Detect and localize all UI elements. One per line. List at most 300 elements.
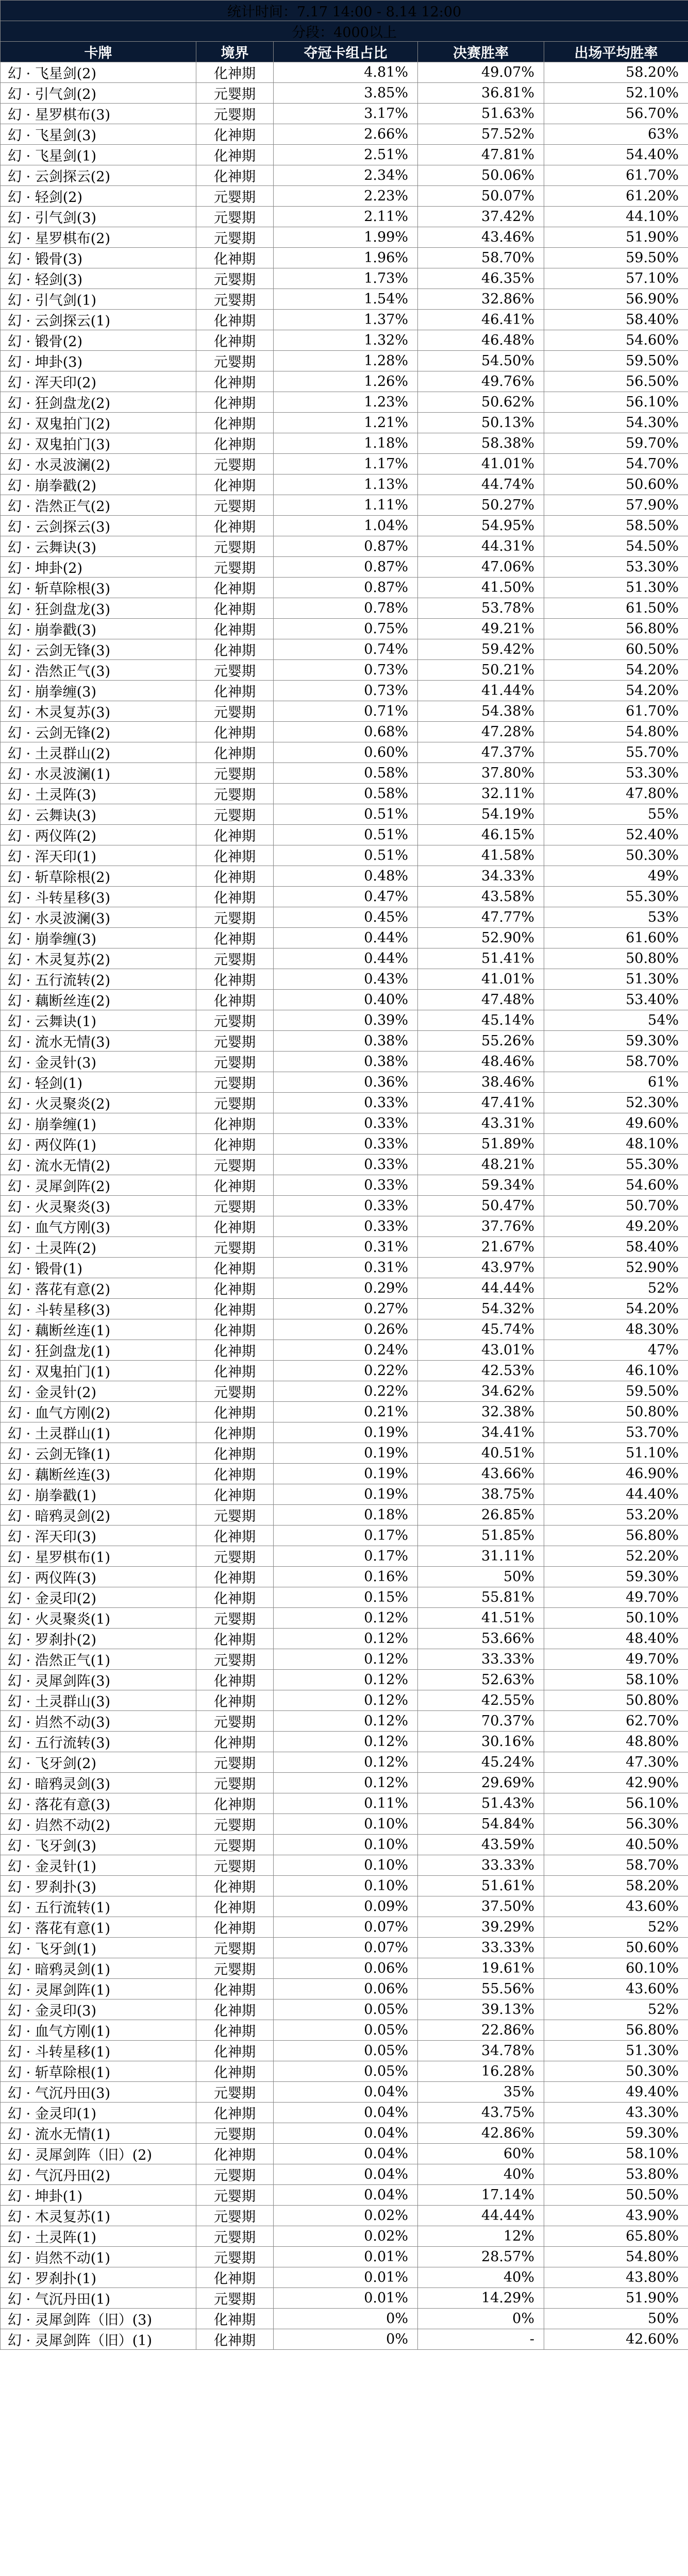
champion-share-cell: 0.04% xyxy=(274,2185,418,2206)
final-winrate-cell: 49.21% xyxy=(418,619,544,639)
champion-share-cell: 0.19% xyxy=(274,1464,418,1484)
table-row xyxy=(1,1567,688,1587)
column-header-final-winrate: 决赛胜率 xyxy=(418,42,544,62)
card-name-cell: 幻 · 引气剑(3) xyxy=(1,207,196,227)
card-name-cell: 幻 · 流水无情(1) xyxy=(1,2123,196,2144)
final-winrate-cell: 43.31% xyxy=(418,1113,544,1134)
card-name-cell: 幻 · 金灵针(1) xyxy=(1,1855,196,1876)
final-winrate-cell: 22.86% xyxy=(418,2020,544,2041)
final-winrate-cell: 43.01% xyxy=(418,1340,544,1361)
realm-cell: 元婴期 xyxy=(196,104,274,124)
final-winrate-cell: 54.32% xyxy=(418,1299,544,1319)
realm-cell: 化神期 xyxy=(196,2103,274,2123)
table-row xyxy=(1,990,688,1010)
final-winrate-cell: 44.44% xyxy=(418,2206,544,2226)
table-row xyxy=(1,2226,688,2247)
card-name-cell: 幻 · 崩拳戳(2) xyxy=(1,474,196,495)
table-row xyxy=(1,1855,688,1876)
champion-share-cell: 0.12% xyxy=(274,1649,418,1670)
realm-cell: 元婴期 xyxy=(196,536,274,557)
final-winrate-cell: 38.75% xyxy=(418,1484,544,1505)
realm-cell: 化神期 xyxy=(196,124,274,145)
table-row xyxy=(1,866,688,887)
champion-share-cell: 0.01% xyxy=(274,2247,418,2267)
realm-cell: 元婴期 xyxy=(196,1237,274,1258)
realm-cell: 化神期 xyxy=(196,1567,274,1587)
final-winrate-cell: 53.66% xyxy=(418,1629,544,1649)
card-name-cell: 幻 · 流水无情(3) xyxy=(1,1031,196,1052)
realm-cell: 元婴期 xyxy=(196,1196,274,1216)
table-row xyxy=(1,1258,688,1278)
champion-share-cell: 0.12% xyxy=(274,1629,418,1649)
realm-cell: 化神期 xyxy=(196,1216,274,1237)
realm-cell: 化神期 xyxy=(196,1299,274,1319)
avg-winrate-cell: 51.30% xyxy=(544,2041,688,2061)
table-row xyxy=(1,1422,688,1443)
card-name-cell: 幻 · 落花有意(1) xyxy=(1,1917,196,1938)
final-winrate-cell: 52.90% xyxy=(418,928,544,948)
table-row xyxy=(1,1031,688,1052)
table-row xyxy=(1,495,688,516)
realm-cell: 元婴期 xyxy=(196,2082,274,2103)
avg-winrate-cell: 52% xyxy=(544,1278,688,1299)
final-winrate-cell: 40.51% xyxy=(418,1443,544,1464)
avg-winrate-cell: 49.40% xyxy=(544,2082,688,2103)
table-row xyxy=(1,742,688,763)
table-row xyxy=(1,1670,688,1690)
champion-share-cell: 0.27% xyxy=(274,1299,418,1319)
final-winrate-cell: 50.62% xyxy=(418,392,544,413)
final-winrate-cell: 70.37% xyxy=(418,1711,544,1732)
avg-winrate-cell: 50% xyxy=(544,2309,688,2329)
champion-share-cell: 0.01% xyxy=(274,2267,418,2288)
avg-winrate-cell: 58.50% xyxy=(544,516,688,536)
avg-winrate-cell: 51.30% xyxy=(544,578,688,598)
table-row xyxy=(1,619,688,639)
final-winrate-cell: 50% xyxy=(418,1567,544,1587)
champion-share-cell: 0.58% xyxy=(274,763,418,784)
avg-winrate-cell: 47.80% xyxy=(544,784,688,804)
card-name-cell: 幻 · 罗刹扑(3) xyxy=(1,1876,196,1896)
avg-winrate-cell: 52.10% xyxy=(544,83,688,104)
final-winrate-cell: 41.44% xyxy=(418,681,544,701)
avg-winrate-cell: 48.10% xyxy=(544,1134,688,1155)
champion-share-cell: 0.12% xyxy=(274,1670,418,1690)
card-name-cell: 幻 · 狂剑盘龙(2) xyxy=(1,392,196,413)
table-row xyxy=(1,433,688,454)
table-row xyxy=(1,83,688,104)
final-winrate-cell: 48.46% xyxy=(418,1052,544,1072)
avg-winrate-cell: 50.30% xyxy=(544,845,688,866)
avg-winrate-cell: 52.40% xyxy=(544,825,688,845)
avg-winrate-cell: 49.60% xyxy=(544,1113,688,1134)
avg-winrate-cell: 53.30% xyxy=(544,557,688,578)
final-winrate-cell: 47.41% xyxy=(418,1093,544,1113)
champion-share-cell: 1.99% xyxy=(274,227,418,248)
table-row xyxy=(1,722,688,742)
final-winrate-cell: 50.07% xyxy=(418,186,544,207)
card-name-cell: 幻 · 金灵印(1) xyxy=(1,2103,196,2123)
final-winrate-cell: 59.34% xyxy=(418,1175,544,1196)
champion-share-cell: 1.04% xyxy=(274,516,418,536)
card-name-cell: 幻 · 飞星剑(2) xyxy=(1,62,196,83)
final-winrate-cell: 37.80% xyxy=(418,763,544,784)
table-row xyxy=(1,2247,688,2267)
champion-share-cell: 0.45% xyxy=(274,907,418,928)
realm-cell: 化神期 xyxy=(196,1732,274,1752)
champion-share-cell: 0.43% xyxy=(274,969,418,990)
champion-share-cell: 0.51% xyxy=(274,804,418,825)
table-row xyxy=(1,557,688,578)
realm-cell: 元婴期 xyxy=(196,1835,274,1855)
card-name-cell: 幻 · 土灵群山(2) xyxy=(1,742,196,763)
final-winrate-cell: 38.46% xyxy=(418,1072,544,1093)
champion-share-cell: 0.01% xyxy=(274,2288,418,2309)
realm-cell: 元婴期 xyxy=(196,186,274,207)
avg-winrate-cell: 61.50% xyxy=(544,598,688,619)
final-winrate-cell: 34.62% xyxy=(418,1381,544,1402)
card-name-cell: 幻 · 轻剑(2) xyxy=(1,186,196,207)
table-row xyxy=(1,1876,688,1896)
avg-winrate-cell: 44.10% xyxy=(544,207,688,227)
realm-cell: 化神期 xyxy=(196,1670,274,1690)
avg-winrate-cell: 50.10% xyxy=(544,1608,688,1629)
card-name-cell: 幻 · 云剑探云(2) xyxy=(1,165,196,186)
card-name-cell: 幻 · 双鬼拍门(2) xyxy=(1,413,196,433)
realm-cell: 化神期 xyxy=(196,145,274,165)
card-name-cell: 幻 · 云剑无锋(3) xyxy=(1,639,196,660)
final-winrate-cell: 51.63% xyxy=(418,104,544,124)
champion-share-cell: 0.10% xyxy=(274,1855,418,1876)
table-row xyxy=(1,2267,688,2288)
subtitle-row xyxy=(1,21,688,42)
card-name-cell: 幻 · 灵犀剑阵(3) xyxy=(1,1670,196,1690)
realm-cell: 元婴期 xyxy=(196,268,274,289)
table-row xyxy=(1,351,688,371)
card-name-cell: 幻 · 五行流转(1) xyxy=(1,1896,196,1917)
final-winrate-cell: 28.57% xyxy=(418,2247,544,2267)
table-row xyxy=(1,928,688,948)
avg-winrate-cell: 50.70% xyxy=(544,1196,688,1216)
avg-winrate-cell: 51.90% xyxy=(544,2288,688,2309)
final-winrate-cell: 17.14% xyxy=(418,2185,544,2206)
champion-share-cell: 0.33% xyxy=(274,1155,418,1175)
realm-cell: 化神期 xyxy=(196,845,274,866)
realm-cell: 化神期 xyxy=(196,1361,274,1381)
final-winrate-cell: 58.70% xyxy=(418,248,544,268)
realm-cell: 化神期 xyxy=(196,433,274,454)
card-name-cell: 幻 · 坤卦(1) xyxy=(1,2185,196,2206)
table-row xyxy=(1,454,688,474)
champion-share-cell: 0.33% xyxy=(274,1216,418,1237)
table-row xyxy=(1,186,688,207)
table-row xyxy=(1,165,688,186)
champion-share-cell: 0.12% xyxy=(274,1773,418,1793)
realm-cell: 元婴期 xyxy=(196,1010,274,1031)
final-winrate-cell: 50.47% xyxy=(418,1196,544,1216)
card-name-cell: 幻 · 流水无情(2) xyxy=(1,1155,196,1175)
card-name-cell: 幻 · 崩拳缠(3) xyxy=(1,681,196,701)
final-winrate-cell: 42.53% xyxy=(418,1361,544,1381)
realm-cell: 元婴期 xyxy=(196,495,274,516)
card-name-cell: 幻 · 引气剑(1) xyxy=(1,289,196,310)
avg-winrate-cell: 52.30% xyxy=(544,1093,688,1113)
table-row xyxy=(1,845,688,866)
realm-cell: 化神期 xyxy=(196,990,274,1010)
card-name-cell: 幻 · 飞牙剑(3) xyxy=(1,1835,196,1855)
avg-winrate-cell: 54.70% xyxy=(544,454,688,474)
avg-winrate-cell: 54.30% xyxy=(544,413,688,433)
final-winrate-cell: 54.19% xyxy=(418,804,544,825)
champion-share-cell: 1.54% xyxy=(274,289,418,310)
avg-winrate-cell: 51.10% xyxy=(544,1443,688,1464)
table-row xyxy=(1,1752,688,1773)
avg-winrate-cell: 44.40% xyxy=(544,1484,688,1505)
champion-share-cell: 0.75% xyxy=(274,619,418,639)
avg-winrate-cell: 49% xyxy=(544,866,688,887)
realm-cell: 化神期 xyxy=(196,1917,274,1938)
table-title: 统计时间：7.17 14:00 - 8.14 12:00 xyxy=(1,1,688,21)
card-name-cell: 幻 · 藕断丝连(2) xyxy=(1,990,196,1010)
realm-cell: 化神期 xyxy=(196,1175,274,1196)
final-winrate-cell: 45.14% xyxy=(418,1010,544,1031)
champion-share-cell: 0.12% xyxy=(274,1690,418,1711)
table-row xyxy=(1,2061,688,2082)
realm-cell: 化神期 xyxy=(196,1526,274,1546)
table-row xyxy=(1,1072,688,1093)
table-row xyxy=(1,1958,688,1979)
table-row xyxy=(1,1278,688,1299)
card-name-cell: 幻 · 暗鸦灵剑(3) xyxy=(1,1773,196,1793)
card-name-cell: 幻 · 云舞诀(1) xyxy=(1,1010,196,1031)
realm-cell: 化神期 xyxy=(196,2061,274,2082)
table-row xyxy=(1,413,688,433)
champion-share-cell: 0.39% xyxy=(274,1010,418,1031)
table-row xyxy=(1,763,688,784)
realm-cell: 化神期 xyxy=(196,2309,274,2329)
avg-winrate-cell: 58.70% xyxy=(544,1855,688,1876)
table-row xyxy=(1,1113,688,1134)
champion-share-cell: 0.15% xyxy=(274,1587,418,1608)
champion-share-cell: 1.21% xyxy=(274,413,418,433)
table-row xyxy=(1,1690,688,1711)
table-row xyxy=(1,1299,688,1319)
card-name-cell: 幻 · 飞牙剑(1) xyxy=(1,1938,196,1958)
card-name-cell: 幻 · 血气方刚(1) xyxy=(1,2020,196,2041)
card-name-cell: 幻 · 云舞诀(3) xyxy=(1,804,196,825)
final-winrate-cell: 48.21% xyxy=(418,1155,544,1175)
final-winrate-cell: 37.76% xyxy=(418,1216,544,1237)
realm-cell: 元婴期 xyxy=(196,1031,274,1052)
table-row xyxy=(1,2206,688,2226)
realm-cell: 化神期 xyxy=(196,371,274,392)
realm-cell: 化神期 xyxy=(196,969,274,990)
champion-share-cell: 0.38% xyxy=(274,1031,418,1052)
realm-cell: 化神期 xyxy=(196,1402,274,1422)
card-name-cell: 幻 · 金灵针(2) xyxy=(1,1381,196,1402)
card-name-cell: 幻 · 金灵针(3) xyxy=(1,1052,196,1072)
avg-winrate-cell: 46.10% xyxy=(544,1361,688,1381)
champion-share-cell: 0.05% xyxy=(274,2061,418,2082)
champion-share-cell: 0.68% xyxy=(274,722,418,742)
avg-winrate-cell: 46.90% xyxy=(544,1464,688,1484)
realm-cell: 化神期 xyxy=(196,742,274,763)
realm-cell: 化神期 xyxy=(196,639,274,660)
realm-cell: 化神期 xyxy=(196,392,274,413)
realm-cell: 元婴期 xyxy=(196,2247,274,2267)
realm-cell: 化神期 xyxy=(196,722,274,742)
realm-cell: 化神期 xyxy=(196,1340,274,1361)
champion-share-cell: 0.33% xyxy=(274,1196,418,1216)
realm-cell: 化神期 xyxy=(196,1443,274,1464)
champion-share-cell: 3.17% xyxy=(274,104,418,124)
realm-cell: 化神期 xyxy=(196,516,274,536)
realm-cell: 元婴期 xyxy=(196,907,274,928)
realm-cell: 化神期 xyxy=(196,1319,274,1340)
card-name-cell: 幻 · 灵犀剑阵(2) xyxy=(1,1175,196,1196)
table-row xyxy=(1,2020,688,2041)
avg-winrate-cell: 50.80% xyxy=(544,1690,688,1711)
avg-winrate-cell: 56.80% xyxy=(544,1526,688,1546)
champion-share-cell: 2.23% xyxy=(274,186,418,207)
champion-share-cell: 0.04% xyxy=(274,2123,418,2144)
table-row xyxy=(1,371,688,392)
final-winrate-cell: 41.01% xyxy=(418,969,544,990)
final-winrate-cell: 41.58% xyxy=(418,845,544,866)
realm-cell: 元婴期 xyxy=(196,207,274,227)
realm-cell: 元婴期 xyxy=(196,1052,274,1072)
champion-share-cell: 1.11% xyxy=(274,495,418,516)
realm-cell: 元婴期 xyxy=(196,763,274,784)
final-winrate-cell: 47.37% xyxy=(418,742,544,763)
table-row xyxy=(1,887,688,907)
card-name-cell: 幻 · 木灵复苏(1) xyxy=(1,2206,196,2226)
card-name-cell: 幻 · 火灵聚炎(3) xyxy=(1,1196,196,1216)
avg-winrate-cell: 54% xyxy=(544,1010,688,1031)
final-winrate-cell: 37.50% xyxy=(418,1896,544,1917)
final-winrate-cell: 32.11% xyxy=(418,784,544,804)
champion-share-cell: 0.10% xyxy=(274,1835,418,1855)
card-name-cell: 幻 · 星罗棋布(3) xyxy=(1,104,196,124)
table-row xyxy=(1,330,688,351)
champion-share-cell: 0.16% xyxy=(274,1567,418,1587)
final-winrate-cell: 54.84% xyxy=(418,1814,544,1835)
avg-winrate-cell: 58.10% xyxy=(544,1670,688,1690)
final-winrate-cell: 32.38% xyxy=(418,1402,544,1422)
card-name-cell: 幻 · 两仪阵(3) xyxy=(1,1567,196,1587)
table-row xyxy=(1,804,688,825)
table-row xyxy=(1,1793,688,1814)
card-name-cell: 幻 · 灵犀剑阵（旧）(3) xyxy=(1,2309,196,2329)
realm-cell: 化神期 xyxy=(196,2144,274,2164)
final-winrate-cell: 34.33% xyxy=(418,866,544,887)
avg-winrate-cell: 59.50% xyxy=(544,351,688,371)
table-row xyxy=(1,268,688,289)
final-winrate-cell: 43.75% xyxy=(418,2103,544,2123)
champion-share-cell: 0.51% xyxy=(274,825,418,845)
card-name-cell: 幻 · 火灵聚炎(2) xyxy=(1,1093,196,1113)
table-row xyxy=(1,1361,688,1381)
champion-share-cell: 0.29% xyxy=(274,1278,418,1299)
final-winrate-cell: 0% xyxy=(418,2309,544,2329)
card-name-cell: 幻 · 暗鸦灵剑(2) xyxy=(1,1505,196,1526)
avg-winrate-cell: 50.80% xyxy=(544,1402,688,1422)
champion-share-cell: 0.73% xyxy=(274,660,418,681)
champion-share-cell: 1.73% xyxy=(274,268,418,289)
avg-winrate-cell: 43.80% xyxy=(544,2267,688,2288)
avg-winrate-cell: 49.20% xyxy=(544,1216,688,1237)
table-row xyxy=(1,1464,688,1484)
table-row xyxy=(1,948,688,969)
final-winrate-cell: 51.89% xyxy=(418,1134,544,1155)
final-winrate-cell: 41.01% xyxy=(418,454,544,474)
card-name-cell: 幻 · 狂剑盘龙(1) xyxy=(1,1340,196,1361)
table-row xyxy=(1,907,688,928)
champion-share-cell: 1.37% xyxy=(274,310,418,330)
avg-winrate-cell: 50.80% xyxy=(544,948,688,969)
realm-cell: 元婴期 xyxy=(196,1938,274,1958)
final-winrate-cell: 49.07% xyxy=(418,62,544,83)
avg-winrate-cell: 53.40% xyxy=(544,990,688,1010)
final-winrate-cell: 46.15% xyxy=(418,825,544,845)
avg-winrate-cell: 56.80% xyxy=(544,2020,688,2041)
final-winrate-cell: 30.16% xyxy=(418,1732,544,1752)
champion-share-cell: 0.36% xyxy=(274,1072,418,1093)
final-winrate-cell: 51.61% xyxy=(418,1876,544,1896)
champion-share-cell: 0.60% xyxy=(274,742,418,763)
champion-share-cell: 0.12% xyxy=(274,1608,418,1629)
card-name-cell: 幻 · 五行流转(2) xyxy=(1,969,196,990)
card-name-cell: 幻 · 藕断丝连(1) xyxy=(1,1319,196,1340)
card-name-cell: 幻 · 锻骨(2) xyxy=(1,330,196,351)
champion-share-cell: 1.26% xyxy=(274,371,418,392)
final-winrate-cell: 40% xyxy=(418,2164,544,2185)
champion-share-cell: 0.12% xyxy=(274,1711,418,1732)
champion-share-cell: 0.09% xyxy=(274,1896,418,1917)
table-row xyxy=(1,145,688,165)
final-winrate-cell: 43.97% xyxy=(418,1258,544,1278)
avg-winrate-cell: 42.90% xyxy=(544,1773,688,1793)
card-name-cell: 幻 · 岿然不动(3) xyxy=(1,1711,196,1732)
final-winrate-cell: 33.33% xyxy=(418,1938,544,1958)
card-name-cell: 幻 · 坤卦(3) xyxy=(1,351,196,371)
realm-cell: 化神期 xyxy=(196,1999,274,2020)
table-row xyxy=(1,62,688,83)
realm-cell: 化神期 xyxy=(196,2041,274,2061)
table-row xyxy=(1,2082,688,2103)
final-winrate-cell: 50.13% xyxy=(418,413,544,433)
avg-winrate-cell: 56.30% xyxy=(544,1814,688,1835)
final-winrate-cell: 21.67% xyxy=(418,1237,544,1258)
avg-winrate-cell: 50.50% xyxy=(544,2185,688,2206)
avg-winrate-cell: 52.20% xyxy=(544,1546,688,1567)
avg-winrate-cell: 59.70% xyxy=(544,433,688,454)
realm-cell: 化神期 xyxy=(196,825,274,845)
champion-share-cell: 0.87% xyxy=(274,557,418,578)
table-row xyxy=(1,2309,688,2329)
realm-cell: 化神期 xyxy=(196,887,274,907)
avg-winrate-cell: 53.20% xyxy=(544,1505,688,1526)
avg-winrate-cell: 59.50% xyxy=(544,248,688,268)
card-name-cell: 幻 · 木灵复苏(2) xyxy=(1,948,196,969)
realm-cell: 元婴期 xyxy=(196,1155,274,1175)
table-row xyxy=(1,1052,688,1072)
final-winrate-cell: 26.85% xyxy=(418,1505,544,1526)
realm-cell: 化神期 xyxy=(196,681,274,701)
champion-share-cell: 0.12% xyxy=(274,1752,418,1773)
champion-share-cell: 0.38% xyxy=(274,1052,418,1072)
card-name-cell: 幻 · 斗转星移(3) xyxy=(1,887,196,907)
